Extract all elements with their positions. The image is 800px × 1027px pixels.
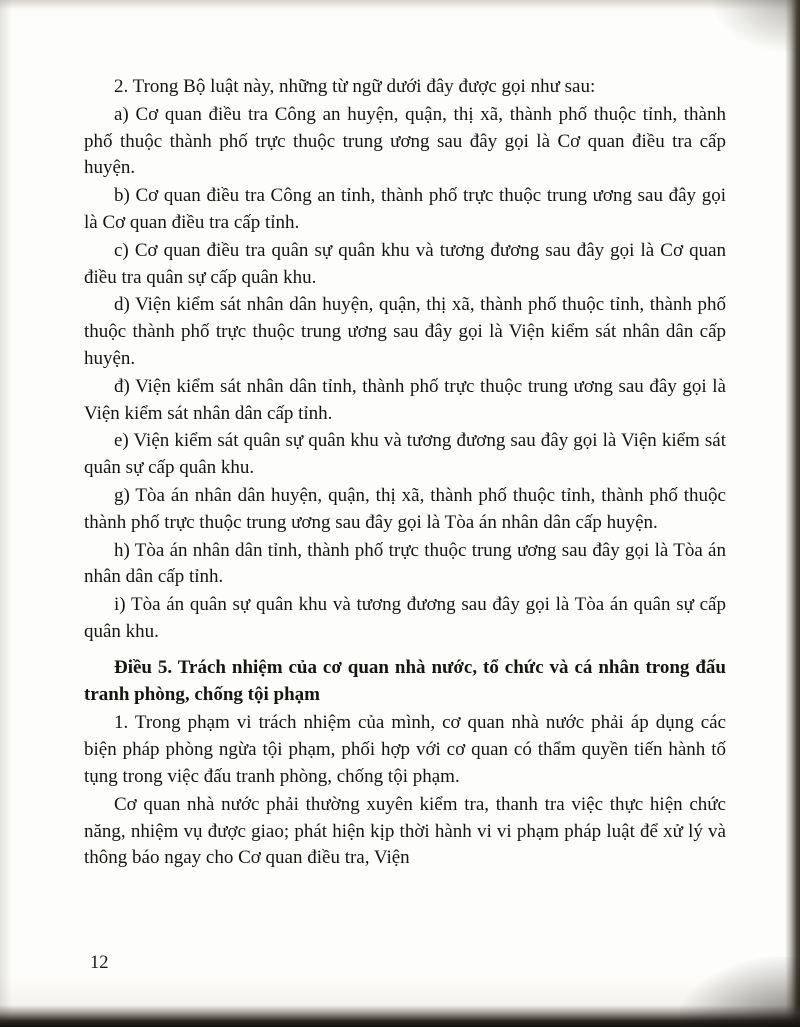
scan-edge-right bbox=[785, 0, 800, 1027]
page-number: 12 bbox=[90, 953, 109, 973]
paragraph: d) Viện kiểm sát nhân dân huyện, quận, thị xã, thành phố thuộc tỉnh, thành phố thuộc thành phố trực thuộc trung ương sau đây gọi là Viện kiểm sát nhân dân cấp huyện. bbox=[84, 294, 726, 369]
page-body-text bbox=[84, 74, 726, 873]
paragraph: 1. Trong phạm vi trách nhiệm của mình, cơ quan nhà nước phải áp dụng các biện pháp phòng ngừa tội phạm, phối hợp với cơ quan có thẩm quyền tiến hành tố tụng trong việc đấu tranh phòng, chống tội phạm. bbox=[84, 712, 726, 787]
paragraph: đ) Viện kiểm sát nhân dân tỉnh, thành phố trực thuộc trung ương sau đây gọi là Viện kiểm sát nhân dân cấp tỉnh. bbox=[84, 375, 726, 424]
paragraph: h) Tòa án nhân dân tỉnh, thành phố trực thuộc trung ương sau đây gọi là Tòa án nhân dân cấp tỉnh. bbox=[84, 539, 726, 588]
paragraph: b) Cơ quan điều tra Công an tỉnh, thành phố trực thuộc trung ương sau đây gọi là Cơ quan điều tra cấp tỉnh. bbox=[84, 185, 726, 233]
scan-edge-left bbox=[0, 0, 12, 1027]
paragraph: Cơ quan nhà nước phải thường xuyên kiểm tra, thanh tra việc thực hiện chức năng, nhiệm vụ được giao; phát hiện kịp thời hành vi vi phạm pháp luật để xử lý và thông báo ngay cho Cơ quan điều tra, Viện bbox=[84, 793, 726, 869]
paragraph: a) Cơ quan điều tra Công an huyện, quận, thị xã, thành phố thuộc tỉnh, thành phố thuộc thành phố trực thuộc trung ương sau đây gọi là Cơ quan điều tra cấp huyện. bbox=[84, 103, 726, 179]
scan-edge-top bbox=[0, 0, 800, 9]
paragraph: c) Cơ quan điều tra quân sự quân khu và tương đương sau đây gọi là Cơ quan điều tra quân sự cấp quân khu. bbox=[84, 239, 726, 288]
paragraph: 2. Trong Bộ luật này, những từ ngữ dưới đây được gọi như sau: bbox=[114, 76, 596, 97]
paragraph: g) Tòa án nhân dân huyện, quận, thị xã, thành phố thuộc tỉnh, thành phố thuộc thành phố trực thuộc trung ương sau đây gọi là Tòa án nhân dân cấp huyện. bbox=[84, 484, 726, 533]
paragraph: i) Tòa án quân sự quân khu và tương đương sau đây gọi là Tòa án quân sự cấp quân khu. bbox=[84, 594, 726, 642]
scan-corner-bottom-right bbox=[680, 957, 800, 1027]
paragraph: e) Viện kiểm sát quân sự quân khu và tương đương sau đây gọi là Viện kiểm sát quân sự cấp quân khu. bbox=[84, 430, 726, 479]
article-heading: Điều 5. Trách nhiệm của cơ quan nhà nước, tổ chức và cá nhân trong đấu tranh phòng, chống tội phạm bbox=[84, 656, 726, 705]
